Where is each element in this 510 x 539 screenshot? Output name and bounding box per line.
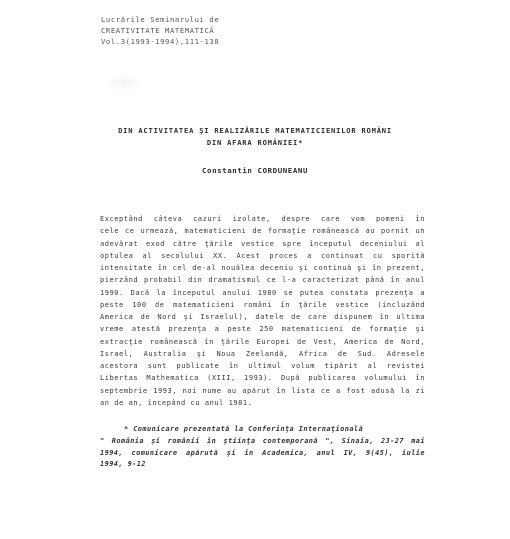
body-line: intensitate în cel de-al nouălea deceniu şi continuă şi în prezent,: [100, 264, 425, 272]
body-line: optulea al secolului XX. Acest proces a continuat cu sporită: [100, 251, 425, 260]
body-line: an de an, începând cu anul 1981.: [100, 398, 253, 407]
body-line: peste 100 de matematicieni români în ţările vestice (incluzând: [100, 300, 425, 309]
footnote-line: " România şi românii în ştiinţa contemporană ", Sinaia, 23-27 mai: [100, 436, 425, 445]
body-line: acestora sunt publicate în ultimul volum tipărit al revistei: [100, 362, 425, 370]
header-line-2: CREATIVITATE MATEMATICĂ: [101, 26, 215, 36]
journal-header: [101, 14, 219, 48]
body-line: 1990. Dacă la începutul anului 1980 se putea constata prezenţa a: [100, 288, 425, 297]
body-line: Libertas Mathematica (XIII, 1993). După publicarea volumului în: [100, 374, 425, 383]
body-line: cele ce urmează, matematicieni de formaţie românească au pornit un: [100, 227, 425, 236]
body-paragraph: [100, 213, 425, 409]
scan-smudge: [104, 74, 144, 92]
body-line: extracţie românească în ţările Europei de Vest, America de Nord,: [100, 337, 425, 346]
footnote: [100, 424, 425, 471]
body-line: Israel, Australia şi Noua Zeelandă, Africa de Sud. Adresele: [100, 349, 425, 358]
body-line: septembrie 1993, noi nume au apărut în lista ce a fost adusă la zi: [100, 386, 425, 395]
title-line-2: DIN AFARA ROMÂNIEI*: [206, 137, 304, 147]
footnote-line: * Comunicare prezentată la Conferinţa Internaţională: [124, 425, 364, 433]
footnote-line: 1994, 9-12: [100, 460, 146, 469]
author-name: Constantin CORDUNEANU: [201, 166, 309, 175]
article-title: [0, 125, 510, 148]
body-line: pierzând probabil din dramatismul ce l-a caracterizat până în anul: [100, 276, 425, 285]
header-line-3: Vol.3(1993-1994),111-138: [101, 37, 220, 47]
title-line-1: DIN ACTIVITATEA ŞI REALIZĂRILE MATEMATICIENILOR ROMÂNI: [118, 126, 392, 135]
body-line: vreme atestă prezenţa a peste 250 matematicieni de formaţie şi: [100, 325, 425, 334]
header-line-1: Lucrările Seminarului de: [101, 15, 220, 24]
footnote-line: 1994, comunicare apărută şi în Academica, anul IV, 9(45), iulie: [100, 448, 425, 457]
body-line: adevărat exod către ţările vestice spre începutul deceniului al: [100, 239, 425, 248]
body-line: Exceptând câteva cazuri izolate, despre care vom pomeni în: [100, 215, 425, 223]
body-line: America de Nord şi Israelul), datele de care dispunem în ultima: [100, 313, 425, 321]
